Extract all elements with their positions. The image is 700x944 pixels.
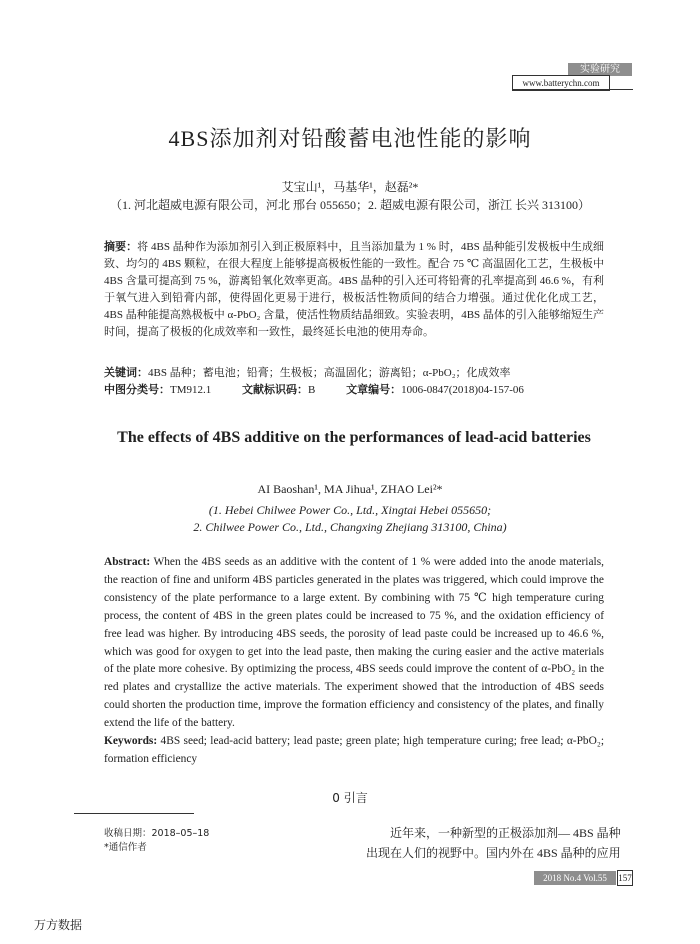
body-text-line-1: 近年来，一种新型的正极添加剂— 4BS 晶种 <box>390 826 621 840</box>
clc-code <box>104 381 211 399</box>
clc-label: 中图分类号： <box>104 383 170 396</box>
abstract-en-label: Abstract: <box>104 556 151 568</box>
article-number <box>346 381 524 399</box>
corresponding-author-note: *通信作者 <box>104 842 147 853</box>
keywords-cn-text: 4BS 晶种；蓄电池；铅膏；生极板；高温固化；游离铅；α-PbO₂；化成效率 <box>148 367 511 379</box>
keywords-cn-label: 关键词： <box>104 366 148 379</box>
doc-code <box>242 381 315 399</box>
issue-info: 2018 No.4 Vol.55 <box>534 871 616 885</box>
received-date: 收稿日期：2018–05–18 <box>104 828 210 839</box>
affiliation-cn: （1. 河北超威电源有限公司，河北 邢台 055650；2. 超威电源有限公司，浙江 长兴 313100） <box>109 198 590 212</box>
keywords-en-label: Keywords: <box>104 735 158 747</box>
authors-cn: 艾宝山¹，马基华¹，赵磊²* <box>281 180 419 194</box>
section-tag: 实验研究 <box>568 63 632 76</box>
keywords-en-text: 4BS seed; lead-acid battery; lead paste; green plate; high temperature curing; free lead; α-PbO₂; formation efficiency <box>104 735 604 765</box>
keywords-en <box>104 733 604 769</box>
abstract-en <box>104 554 604 733</box>
wanfang-watermark: 万方数据 <box>34 918 83 932</box>
header-rule <box>512 89 633 90</box>
abstract-cn-text: 将 4BS 晶种作为添加剂引入到正极原料中，且当添加量为 1 % 时，4BS 晶种能引发极板中生成细致、均匀的 4BS 颗粒，在很大程度上能够提高极板性能的一致性。配合 75 ℃ 高温固化工艺，生极板中 4BS 含量可提高到 75 %，游离铅氧化效率更高。4BS 晶种的引入还可将铅膏的孔率提高到 46.6 %，有利于氧气进入到铅膏内部，使得固化更易于进行，极板活性物质间的结合力增强。通过优化化成工艺，4BS 晶种能提高熟极板中 α-PbO₂ 含量，使活性物质结晶细致。实验表明，4BS 晶体的引入能够缩短生产时间，提高了极板的化成效率和一致性，最终延长电池的使用寿命。 <box>104 241 605 338</box>
footnote-rule <box>74 813 194 814</box>
clc-value: TM912.1 <box>170 384 212 396</box>
abstract-en-text: When the 4BS seeds as an additive with the content of 1 % were added into the anode materials, the reaction of fine and uniform 4BS particles generated in the plates was triggered, which could improve the consistency of the plate performance to a large extent. By combining with 75 ℃ high temperature curing process, the content of 4BS in the green plates could be increased to 75 %, and the oxidation efficiency of free lead was higher. By introducing 4BS seeds, the porosity of lead paste could be increased up to 46.6 %, which was good for oxygen to get into the lead paste, then making the curing easier and the active materials of the plate more cohesive. By optimizing the process, 4BS seeds could improve the content of α-PbO₂ in the red plates and crystallize the active materials. The experiment showed that the introduction of 4BS seeds could shorten the production time, improve the formation efficiency and consistency of the plates, and finally extend the life of the battery. <box>104 556 604 730</box>
section-heading-intro: 0 引言 <box>332 791 368 805</box>
abstract-cn <box>104 238 604 341</box>
article-label: 文章编号： <box>346 383 402 396</box>
abstract-cn-label: 摘要： <box>104 240 138 253</box>
body-text-line-2: 出现在人们的视野中。国内外在 4BS 晶种的应用 <box>366 846 621 860</box>
doc-label: 文献标识码： <box>242 383 308 396</box>
website-url[interactable]: www.batterychn.com <box>512 75 610 91</box>
affiliation-en-line-1: (1. Hebei Chilwee Power Co., Ltd., Xingtai Hebei 055650; <box>208 503 492 517</box>
title-cn: 4BS添加剂对铅酸蓄电池性能的影响 <box>168 126 532 151</box>
article-value: 1006-0847(2018)04-157-06 <box>401 384 524 396</box>
title-en: The effects of 4BS additive on the performances of lead-acid batteries <box>117 429 591 446</box>
doc-value: B <box>308 384 316 396</box>
page-number: 157 <box>617 870 633 886</box>
classification-row <box>104 381 604 399</box>
affiliation-en-line-2: 2. Chilwee Power Co., Ltd., Changxing Zhejiang 313100, China) <box>193 520 507 534</box>
keywords-cn <box>104 364 604 382</box>
authors-en: AI Baoshan¹, MA Jihua¹, ZHAO Lei²* <box>257 482 443 496</box>
